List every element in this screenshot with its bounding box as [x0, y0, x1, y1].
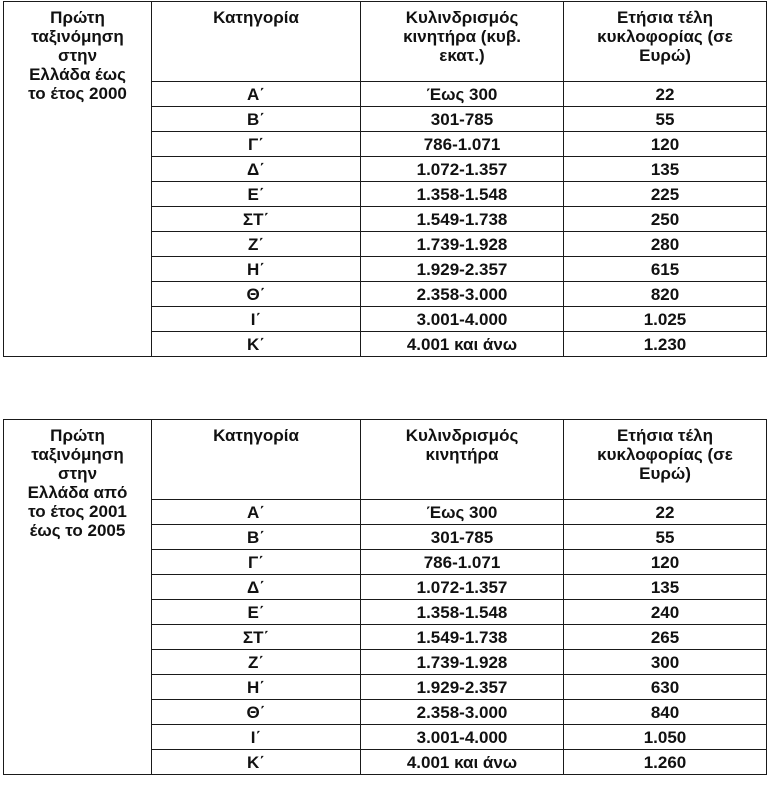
- annual-fee-cell: 840: [564, 700, 767, 725]
- header-category: [152, 420, 361, 500]
- header-engine-capacity: [361, 420, 564, 500]
- annual-fee-cell: 1.050: [564, 725, 767, 750]
- engine-capacity-cell: Έως 300: [361, 82, 564, 107]
- annual-fee-cell: 300: [564, 650, 767, 675]
- header-annual-fee: [564, 2, 767, 82]
- annual-fee-cell: 1.025: [564, 307, 767, 332]
- header-annual-fee-line: Ευρώ): [639, 464, 691, 483]
- annual-fee-cell: 55: [564, 525, 767, 550]
- fee-table-until-2000: [3, 1, 767, 357]
- engine-capacity-cell: 301-785: [361, 525, 564, 550]
- engine-capacity-cell: 2.358-3.000: [361, 282, 564, 307]
- category-cell: Δ΄: [152, 157, 361, 182]
- engine-capacity-cell: 786-1.071: [361, 550, 564, 575]
- registration-period-line: έως το 2005: [29, 521, 126, 540]
- header-engine-capacity-line: Κυλινδρισμός: [405, 426, 519, 445]
- engine-capacity-cell: Έως 300: [361, 500, 564, 525]
- registration-period-line: ταξινόμηση: [31, 27, 124, 46]
- annual-fee-cell: 225: [564, 182, 767, 207]
- registration-period-line: Πρώτη: [50, 8, 105, 27]
- category-cell: Ε΄: [152, 600, 361, 625]
- category-cell: Η΄: [152, 257, 361, 282]
- annual-fee-cell: 120: [564, 550, 767, 575]
- annual-fee-cell: 22: [564, 500, 767, 525]
- header-annual-fee: [564, 420, 767, 500]
- registration-period-line: Πρώτη: [50, 426, 105, 445]
- header-annual-fee-line: κυκλοφορίας (σε: [597, 27, 733, 46]
- header-row: [4, 2, 767, 82]
- annual-fee-cell: 615: [564, 257, 767, 282]
- category-cell: Ι΄: [152, 307, 361, 332]
- category-cell: Θ΄: [152, 700, 361, 725]
- engine-capacity-cell: 4.001 και άνω: [361, 750, 564, 775]
- engine-capacity-cell: 1.549-1.738: [361, 625, 564, 650]
- header-annual-fee-line: Ετήσια τέλη: [617, 8, 713, 27]
- engine-capacity-cell: 301-785: [361, 107, 564, 132]
- category-cell: Δ΄: [152, 575, 361, 600]
- annual-fee-cell: 240: [564, 600, 767, 625]
- annual-fee-cell: 280: [564, 232, 767, 257]
- engine-capacity-cell: 1.358-1.548: [361, 600, 564, 625]
- registration-period-line: Ελλάδα έως: [29, 65, 126, 84]
- annual-fee-cell: 22: [564, 82, 767, 107]
- engine-capacity-cell: 1.929-2.357: [361, 257, 564, 282]
- registration-period-line: Ελλάδα από: [27, 483, 128, 502]
- category-cell: Κ΄: [152, 750, 361, 775]
- fee-table-2001-2005: [3, 419, 767, 775]
- category-cell: Η΄: [152, 675, 361, 700]
- header-engine-capacity-line: κινητήρα (κυβ.: [403, 27, 521, 46]
- annual-fee-cell: 55: [564, 107, 767, 132]
- category-cell: Ζ΄: [152, 232, 361, 257]
- engine-capacity-cell: 1.739-1.928: [361, 232, 564, 257]
- header-engine-capacity-line: κινητήρα: [425, 445, 499, 464]
- registration-period-line: ταξινόμηση: [31, 445, 124, 464]
- engine-capacity-cell: 1.929-2.357: [361, 675, 564, 700]
- category-cell: Ε΄: [152, 182, 361, 207]
- header-engine-capacity: [361, 2, 564, 82]
- category-cell: Ζ΄: [152, 650, 361, 675]
- category-cell: Ι΄: [152, 725, 361, 750]
- header-annual-fee-line: κυκλοφορίας (σε: [597, 445, 733, 464]
- category-cell: Β΄: [152, 525, 361, 550]
- annual-fee-cell: 135: [564, 157, 767, 182]
- engine-capacity-cell: 1.072-1.357: [361, 157, 564, 182]
- annual-fee-cell: 135: [564, 575, 767, 600]
- annual-fee-cell: 630: [564, 675, 767, 700]
- category-cell: Κ΄: [152, 332, 361, 357]
- category-cell: Γ΄: [152, 550, 361, 575]
- category-cell: ΣΤ΄: [152, 207, 361, 232]
- annual-fee-cell: 1.230: [564, 332, 767, 357]
- registration-period-line: στην: [57, 46, 98, 65]
- registration-period-line: το έτος 2000: [28, 84, 127, 103]
- annual-fee-cell: 250: [564, 207, 767, 232]
- engine-capacity-cell: 3.001-4.000: [361, 725, 564, 750]
- category-cell: Α΄: [152, 500, 361, 525]
- registration-period-cell: [4, 420, 152, 775]
- annual-fee-cell: 820: [564, 282, 767, 307]
- engine-capacity-cell: 1.549-1.738: [361, 207, 564, 232]
- engine-capacity-cell: 4.001 και άνω: [361, 332, 564, 357]
- registration-period-cell: [4, 2, 152, 357]
- category-cell: Α΄: [152, 82, 361, 107]
- header-annual-fee-line: Ευρώ): [639, 46, 691, 65]
- header-annual-fee-line: Ετήσια τέλη: [617, 426, 713, 445]
- header-category: [152, 2, 361, 82]
- category-cell: Γ΄: [152, 132, 361, 157]
- annual-fee-cell: 1.260: [564, 750, 767, 775]
- annual-fee-cell: 120: [564, 132, 767, 157]
- category-cell: ΣΤ΄: [152, 625, 361, 650]
- registration-period-line: στην: [57, 464, 98, 483]
- category-cell: Θ΄: [152, 282, 361, 307]
- engine-capacity-cell: 2.358-3.000: [361, 700, 564, 725]
- engine-capacity-cell: 1.072-1.357: [361, 575, 564, 600]
- registration-period-line: το έτος 2001: [28, 502, 127, 521]
- header-category-line: Κατηγορία: [213, 8, 299, 27]
- header-engine-capacity-line: εκατ.): [439, 46, 485, 65]
- engine-capacity-cell: 786-1.071: [361, 132, 564, 157]
- header-engine-capacity-line: Κυλινδρισμός: [405, 8, 519, 27]
- category-cell: Β΄: [152, 107, 361, 132]
- engine-capacity-cell: 1.739-1.928: [361, 650, 564, 675]
- header-category-line: Κατηγορία: [213, 426, 299, 445]
- header-row: [4, 420, 767, 500]
- annual-fee-cell: 265: [564, 625, 767, 650]
- engine-capacity-cell: 1.358-1.548: [361, 182, 564, 207]
- engine-capacity-cell: 3.001-4.000: [361, 307, 564, 332]
